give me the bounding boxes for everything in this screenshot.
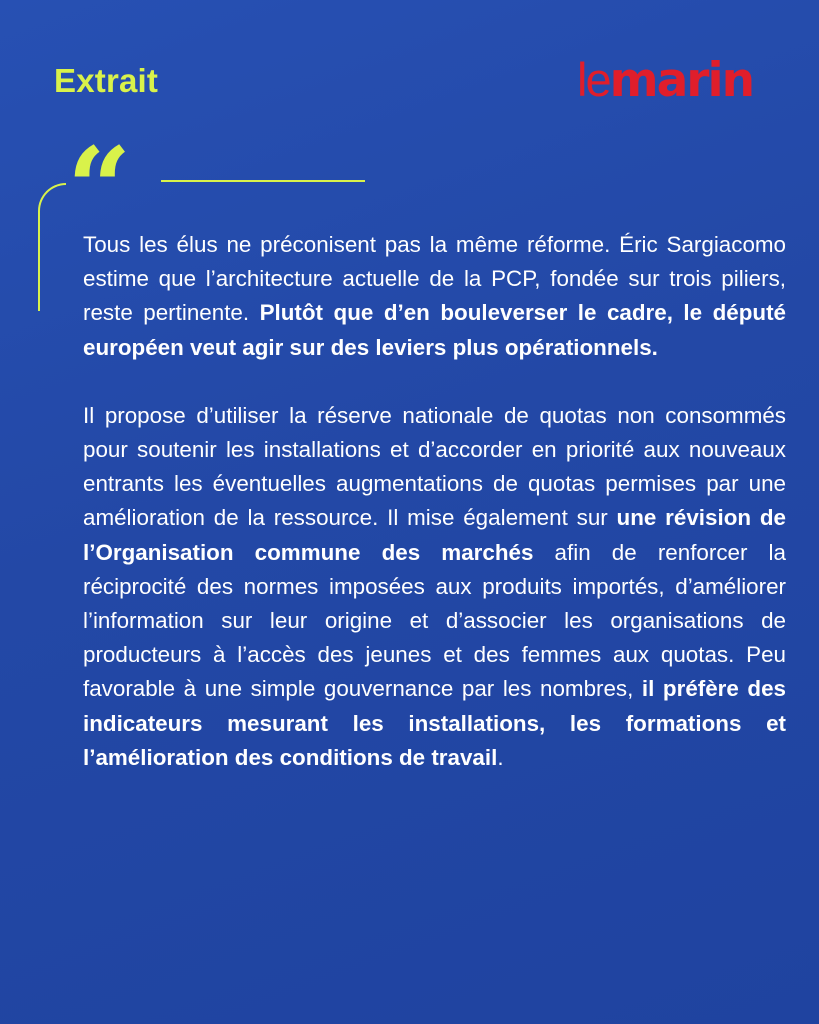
logo-part-marin: marin — [609, 53, 754, 108]
paragraph-2-text-b: afin de renforcer la réciprocité des normes imposées aux produits importés, d’améliorer l’information sur leur origine et d’associer les organisations de producteurs à l’accès des jeunes et des femmes aux quotas. Peu favorable à une simple gouvernance par les nombres, — [83, 539, 786, 702]
paragraph-2-emphasis-a: une révision de l’Organisation commune des marchés — [83, 505, 786, 565]
paragraph-2-emphasis-b: il préfère des indicateurs mesurant les installations, les formations et l’amélioration des conditions de travail — [83, 676, 786, 770]
quote-body — [83, 228, 786, 775]
paragraph-1 — [83, 228, 786, 365]
paragraph-1-emphasis: Plutôt que d’en bouleverser le cadre, le député européen veut agir sur des leviers plus opérationnels. — [83, 300, 786, 360]
paragraph-2-text-a: Il propose d’utiliser la réserve nationale de quotas non consommés pour soutenir les installations et d’accorder en priorité aux nouveaux entrants les éventuelles augmentations de quotas permises par une amélioration de la ressource. Il mise également sur — [83, 402, 786, 531]
quote-frame-corner — [38, 183, 66, 311]
quote-divider — [161, 180, 365, 182]
paragraph-1-text: Tous les élus ne préconisent pas la même réforme. Éric Sargiacomo estime que l’architecture actuelle de la PCP, fondée sur trois piliers, reste pertinente. — [83, 232, 786, 326]
section-tag: Extrait — [54, 62, 159, 99]
quote-mark-icon: “ — [67, 124, 132, 255]
paragraph-2-text-c: . — [497, 744, 504, 770]
paragraph-2 — [83, 399, 786, 775]
logo-part-le: le — [577, 53, 610, 106]
brand-logo — [577, 53, 754, 108]
